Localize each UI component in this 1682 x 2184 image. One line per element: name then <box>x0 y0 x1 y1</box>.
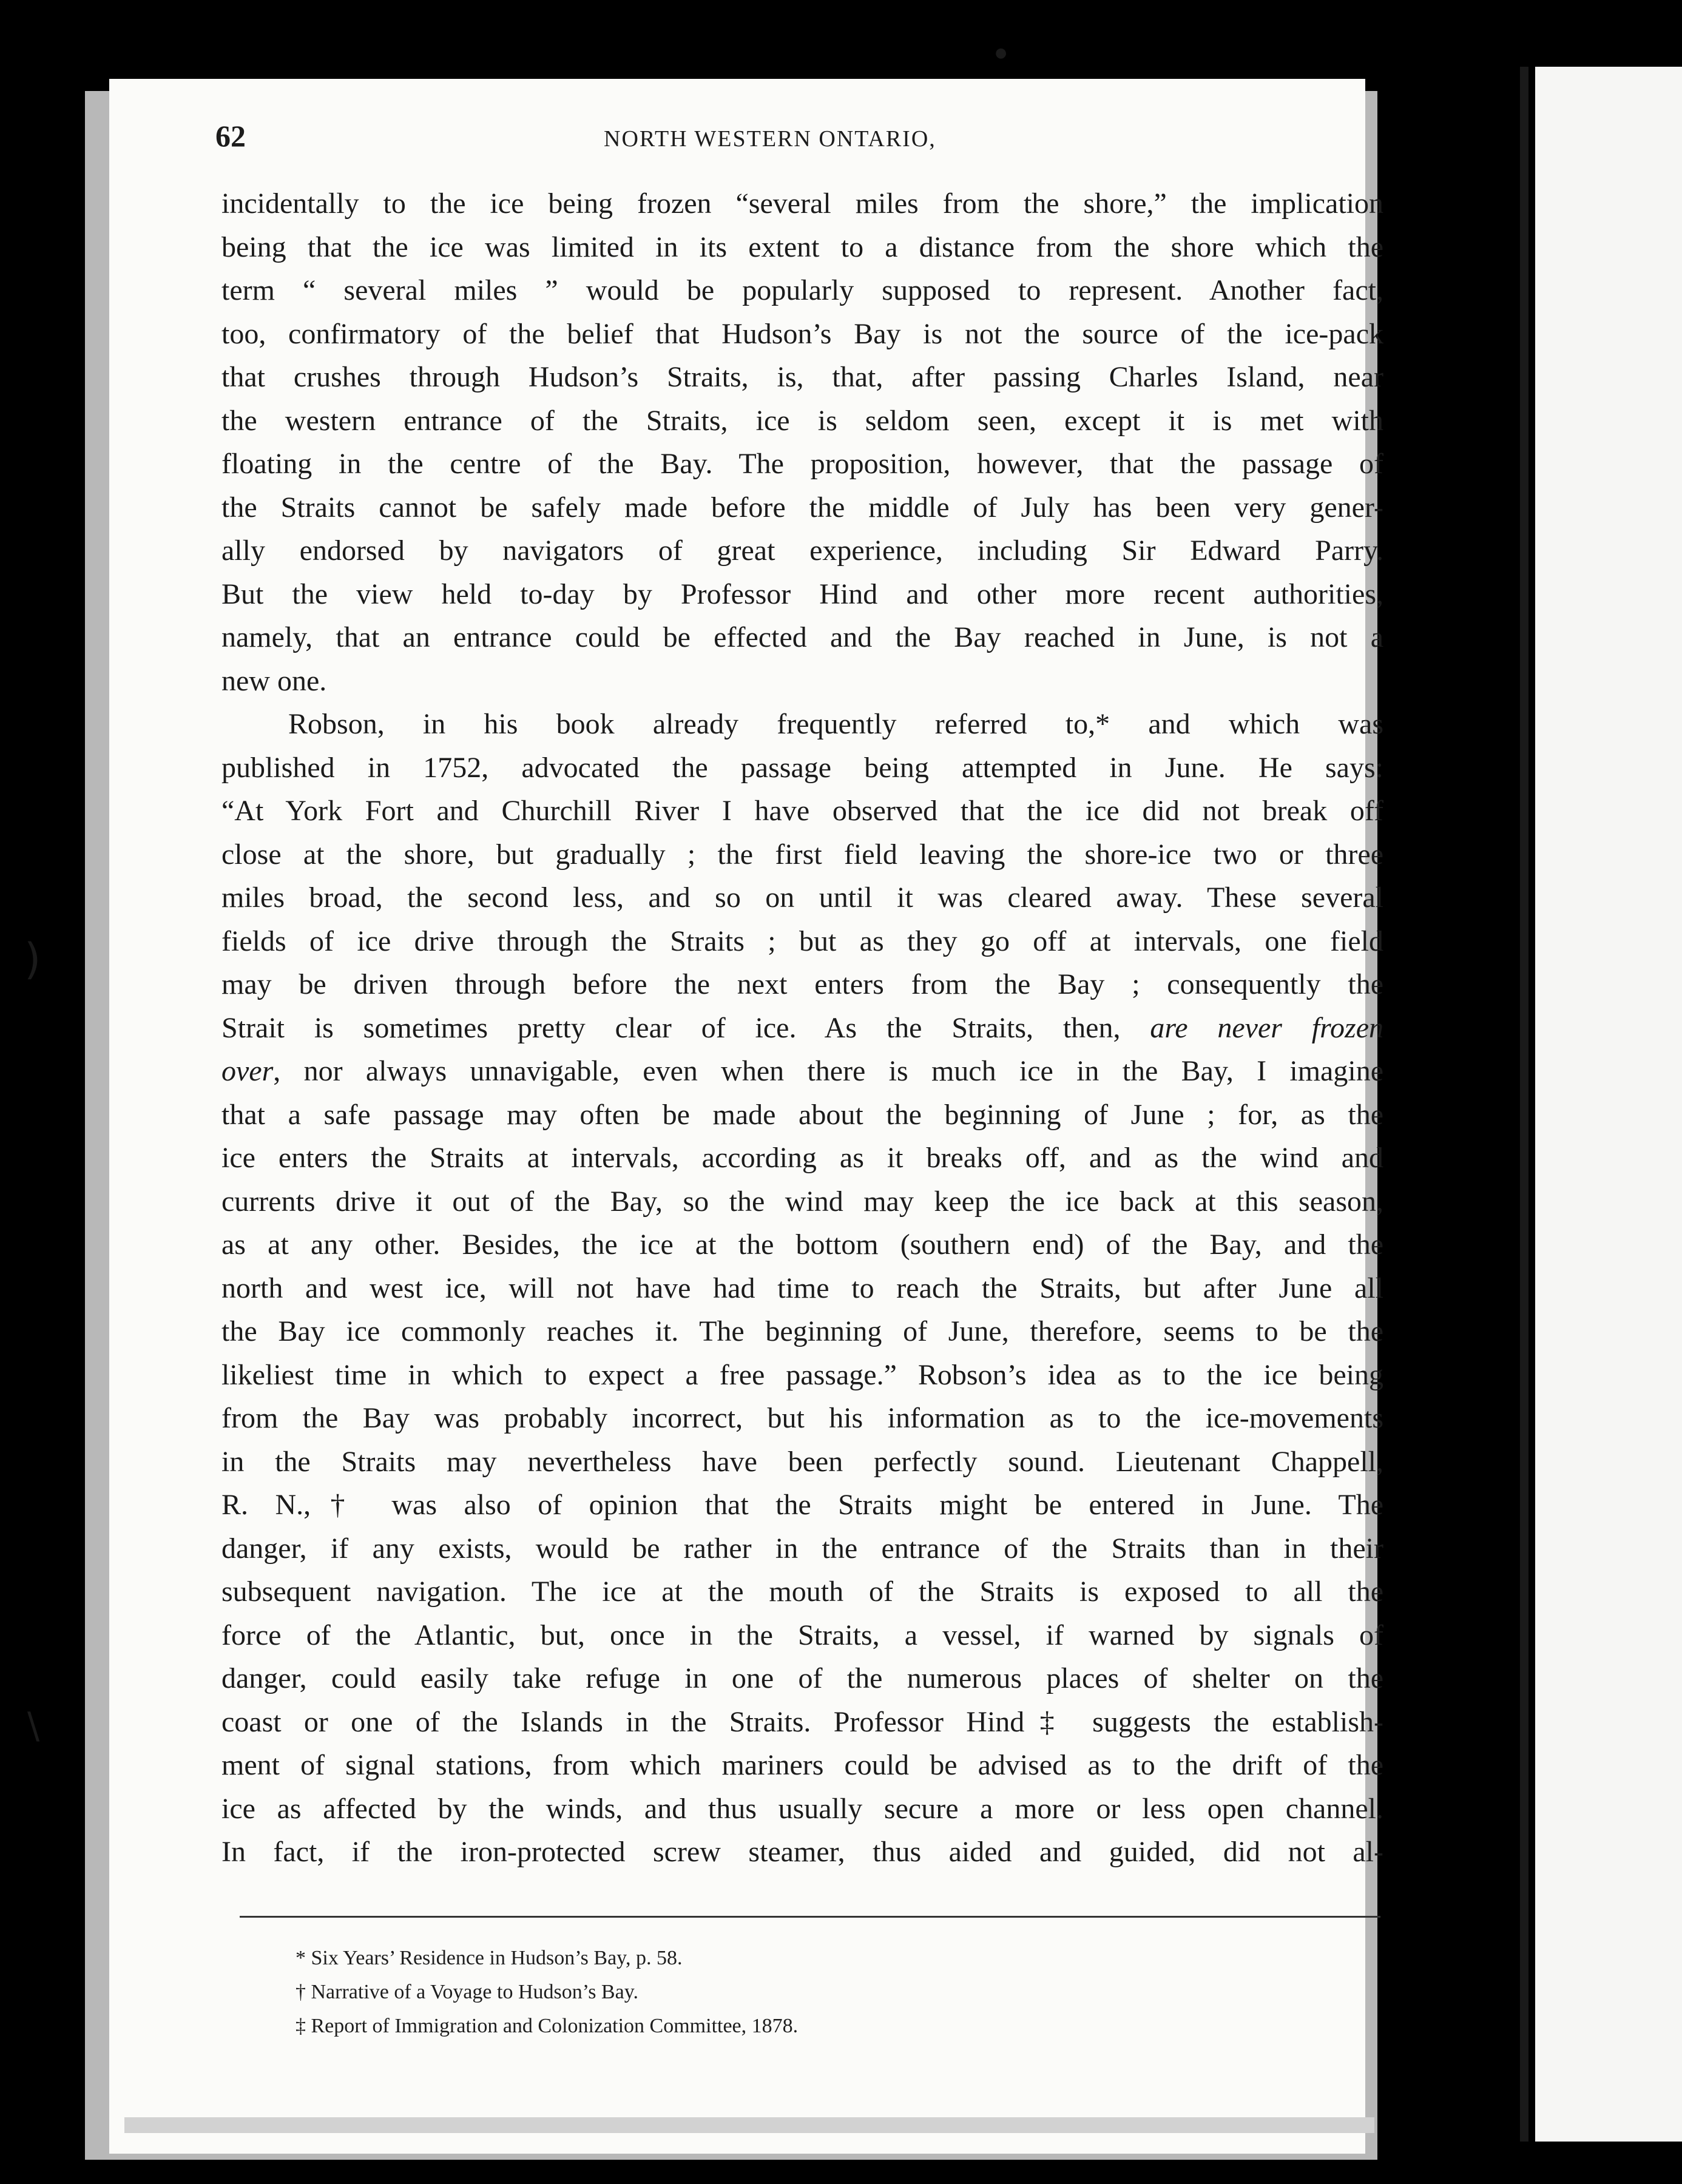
text-line: too, confirmatory of the belief that Hudson’s Bay is not the source of the ice-pack <box>221 317 1383 350</box>
text-line: north and west ice, will not have had time to reach the Straits, but after June all <box>221 1272 1383 1304</box>
text-line: miles broad, the second less, and so on until it was cleared away. These several <box>221 881 1383 914</box>
text-line: ment of signal stations, from which mariners could be advised as to the drift of the <box>221 1749 1383 1781</box>
text-line: In fact, if the iron-protected screw steamer, thus aided and guided, did not al- <box>221 1836 1383 1868</box>
text-line: likeliest time in which to expect a free passage.” Robson’s idea as to the ice being <box>221 1358 1383 1391</box>
text-line: the western entrance of the Straits, ice is seldom seen, except it is met with <box>221 404 1383 437</box>
text-segment: Strait is sometimes pretty clear of ice. As the Straits, then, <box>221 1011 1121 1044</box>
footnote-rule <box>240 1916 1380 1918</box>
footnote: * Six Years’ Residence in Hudson’s Bay, p. 58. <box>296 1947 683 1969</box>
text-line: new one. <box>221 664 327 697</box>
page-edge <box>124 2117 1374 2133</box>
text-line: But the view held to-day by Professor Hind and other more recent authorities, <box>221 578 1383 610</box>
text-line: R. N.,† was also of opinion that the Straits might be entered in June. The <box>221 1489 1383 1521</box>
text-line: in the Straits may nevertheless have been perfectly sound. Lieutenant Chappell, <box>221 1445 1383 1478</box>
text-line: from the Bay was probably incorrect, but his information as to the ice-movements <box>221 1402 1383 1434</box>
footnote: ‡ Report of Immigration and Colonization Committee, 1878. <box>296 2015 799 2037</box>
text-line: term “ several miles ” would be popularly supposed to represent. Another fact, <box>221 274 1383 306</box>
text-line: ally endorsed by navigators of great experience, including Sir Edward Parry. <box>221 534 1383 567</box>
text-line: incidentally to the ice being frozen “several miles from the shore,” the implication <box>221 187 1383 220</box>
text-line: close at the shore, but gradually ; the first field leaving the shore-ice two or three <box>221 838 1383 871</box>
text-line-with-italic <box>221 1006 1383 1050</box>
footnote: † Narrative of a Voyage to Hudson’s Bay. <box>296 1981 638 2003</box>
text-line: danger, if any exists, would be rather in the entrance of the Straits than in their <box>221 1532 1383 1565</box>
text-line: ice enters the Straits at intervals, according as it breaks off, and as the wind and <box>221 1142 1383 1174</box>
text-line-with-italic <box>221 1050 1383 1093</box>
footnotes <box>296 1941 798 2043</box>
italic-phrase: over <box>221 1055 274 1087</box>
text-line: namely, that an entrance could be effected and the Bay reached in June, is not a <box>221 621 1383 653</box>
margin-mark: ) <box>24 934 41 984</box>
text-line: floating in the centre of the Bay. The proposition, however, that the passage of <box>221 448 1383 480</box>
text-line: as at any other. Besides, the ice at the bottom (southern end) of the Bay, and the <box>221 1228 1383 1261</box>
running-head: NORTH WESTERN ONTARIO, <box>604 126 936 152</box>
text-line: Robson, in his book already frequently referred to,* and which was <box>288 708 1383 740</box>
text-line: force of the Atlantic, but, once in the Straits, a vessel, if warned by signals of <box>221 1619 1383 1651</box>
text-line: “At York Fort and Churchill River I have observed that the ice did not break off <box>221 795 1383 827</box>
margin-mark: \ <box>27 1705 40 1747</box>
text-line: fields of ice drive through the Straits ; but as they go off at intervals, one field <box>221 925 1383 957</box>
text-line: being that the ice was limited in its extent to a distance from the shore which the <box>221 231 1383 263</box>
body-text <box>221 182 1383 1874</box>
right-page-fold <box>1520 67 1528 2142</box>
text-line: danger, could easily take refuge in one of the numerous places of shelter on the <box>221 1662 1383 1694</box>
scan-speck: ● <box>995 46 1007 61</box>
page-header <box>215 118 1368 161</box>
text-line: the Straits cannot be safely made before the middle of July has been very gener- <box>221 491 1383 524</box>
text-segment: , nor always unnavigable, even when there is much ice in the Bay, I imagine <box>273 1055 1383 1087</box>
text-line: coast or one of the Islands in the Straits. Professor Hind‡ suggests the establish- <box>221 1705 1383 1738</box>
text-line: published in 1752, advocated the passage being attempted in June. He says: <box>221 751 1383 784</box>
italic-phrase: are never frozen <box>1150 1011 1384 1044</box>
text-line: that a safe passage may often be made about the beginning of June ; for, as the <box>221 1098 1383 1131</box>
text-line: currents drive it out of the Bay, so the wind may keep the ice back at this season, <box>221 1185 1383 1218</box>
text-line: the Bay ice commonly reaches it. The beginning of June, therefore, seems to be the <box>221 1315 1383 1347</box>
text-line: subsequent navigation. The ice at the mouth of the Straits is exposed to all the <box>221 1576 1383 1608</box>
facing-page-fragment <box>1535 67 1682 2142</box>
text-line: that crushes through Hudson’s Straits, is, that, after passing Charles Island, near <box>221 361 1383 393</box>
page-number: 62 <box>215 119 246 153</box>
text-line: ice as affected by the winds, and thus usually secure a more or less open channel. <box>221 1792 1383 1825</box>
text-line: may be driven through before the next enters from the Bay ; consequently the <box>221 968 1383 1000</box>
